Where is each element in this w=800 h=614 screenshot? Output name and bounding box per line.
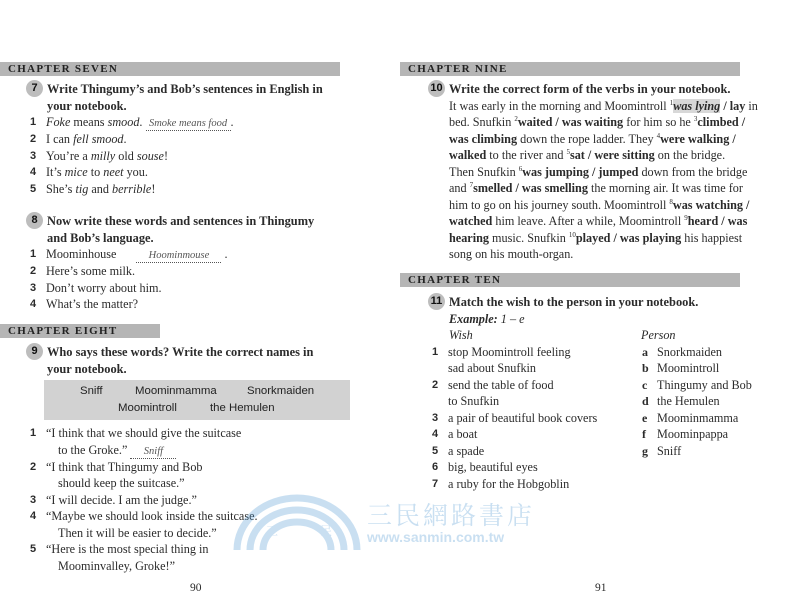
person-item: g Sniff: [642, 443, 682, 458]
gap-number: 7: [469, 180, 474, 189]
passage-line: It was early in the morning and Moomintroll $^1$was lying / lay in: [449, 98, 758, 113]
instruction-line: Now write these words and sentences in Thingumy: [47, 214, 315, 228]
item-number: 2: [30, 265, 37, 277]
verb-choice: hearing: [449, 230, 489, 245]
gap-number: 9: [684, 213, 688, 222]
item-number: 5: [30, 543, 37, 555]
italic-word: souse: [136, 148, 164, 163]
wish-item: 5 a spade: [432, 443, 485, 458]
person-item: e Moominmamma: [642, 410, 739, 425]
instruction-line: your notebook.: [47, 361, 127, 376]
item-number: 3: [30, 281, 37, 294]
verb-choice: / lay: [720, 98, 746, 113]
verb-choice: heard / was: [687, 214, 748, 228]
person-item: c Thingumy and Bob: [642, 377, 752, 392]
gap-number: 3: [693, 114, 698, 123]
exercise-11: [430, 294, 776, 491]
person-letter: a: [642, 344, 648, 359]
person-letter: c: [642, 377, 648, 392]
italic-word: neet: [103, 165, 124, 179]
person-list: [641, 344, 781, 460]
rainbow-logo-icon: [232, 492, 362, 552]
passage-line: and $^7$smelled / was smelling the morning air. It was time for: [449, 180, 743, 195]
verb-choice: smelled / was smelling: [473, 181, 588, 195]
exercise-10-passage: [431, 98, 771, 263]
list-item: 5 She’s tig and berrible!: [30, 181, 156, 196]
names-box: [44, 380, 350, 420]
answer-line: Sniff: [130, 446, 176, 459]
list-item: 3 “I will decide. I am the judge.”: [30, 492, 197, 507]
list-item: 4 It’s mice to neet you.: [30, 165, 148, 179]
match-columns: [431, 327, 776, 491]
verb-choice: played / was playing: [575, 230, 682, 245]
person-letter: f: [642, 427, 646, 441]
name-option: Snorkmaiden: [247, 385, 315, 397]
wish-item: 4 a boat: [432, 427, 478, 441]
person-header: Person: [641, 328, 676, 342]
verb-choice: waited / was waiting: [517, 115, 624, 129]
watermark-char: 三: [266, 524, 279, 538]
list-item: 1 “I think that we should give the suitcase: [30, 426, 242, 440]
italic-word: tig: [75, 181, 89, 196]
passage-line: walked to the river and $^5$sat / were sitting on the bridge.: [449, 147, 726, 162]
exercise-7-items: [29, 114, 369, 197]
watermark-char: 民: [320, 524, 333, 538]
exercise-8-items: [29, 246, 369, 313]
exercise-9-instruction: [29, 344, 369, 377]
name-option: the Hemulen: [210, 402, 275, 414]
verb-choice: was watching /: [672, 197, 750, 212]
page-number: 91: [595, 582, 607, 594]
gap-number: 2: [514, 114, 518, 123]
exercise-10: [431, 81, 771, 263]
sanmin-watermark: [232, 492, 572, 552]
person-item: f Moominpappa: [642, 427, 729, 441]
chapter-ten-heading: CHAPTER TEN: [400, 273, 740, 287]
instruction-line: your notebook.: [47, 98, 127, 113]
wish-item: 1 stop Moomintroll feeling: [432, 344, 571, 359]
italic-word: milly: [90, 148, 116, 163]
wish-item: 3 a pair of beautiful book covers: [432, 410, 598, 425]
wish-list: [431, 344, 631, 493]
wish-item: 2 send the table of food: [432, 377, 554, 392]
list-item: 3 You’re a milly old souse!: [30, 148, 169, 163]
example-value: 1 – e: [500, 311, 525, 326]
gap-number: 10: [568, 230, 576, 239]
answer-line: Hoominmouse: [136, 250, 221, 263]
exercise-number-badge: 10: [428, 80, 445, 97]
person-letter: g: [642, 443, 648, 458]
verb-choice: climbed /: [697, 115, 746, 129]
chapter-nine-heading: CHAPTER NINE: [400, 62, 740, 76]
item-number: 4: [432, 428, 439, 440]
item-number: 1: [30, 116, 37, 128]
wish-header: Wish: [449, 328, 473, 342]
item-number: 1: [30, 427, 37, 439]
instruction-line: and Bob’s language.: [47, 230, 154, 245]
list-item-continued: Moominvalley, Groke!”: [58, 558, 175, 573]
italic-word: smood: [107, 115, 140, 129]
list-item: 2 “I think that Thingumy and Bob: [30, 459, 203, 474]
verb-choice: watched: [449, 214, 493, 228]
item-number: 1: [432, 345, 439, 358]
person-letter: b: [642, 361, 649, 375]
passage-line: hearing music. Snufkin $^{10}$played / was playing his happiest: [449, 230, 743, 245]
list-item-continued: to the Groke.” Sniff: [29, 442, 369, 459]
exercise-11-instruction: [431, 294, 776, 311]
exercise-9: [29, 344, 369, 377]
list-item-continued: should keep the suitcase.”: [58, 476, 185, 490]
gap-number: 6: [518, 164, 523, 173]
example-line: [431, 311, 776, 328]
wish-item: 6 big, beautiful eyes: [432, 460, 538, 474]
item-number: 2: [30, 133, 37, 145]
item-number: 7: [432, 477, 439, 490]
exercise-number-badge: 7: [26, 80, 43, 97]
item-number: 4: [30, 298, 37, 310]
chapter-eight-heading: CHAPTER EIGHT: [0, 324, 160, 338]
verb-choice: was climbing: [449, 131, 518, 146]
page-number: 90: [190, 582, 202, 594]
item-number: 2: [432, 378, 439, 391]
passage-line: him to go on his journey south. Moomintroll $^8$was watching /: [449, 197, 750, 212]
item-number: 3: [30, 493, 37, 506]
example-answer: was lying: [673, 98, 721, 113]
list-item-continued: Then it will be easier to decide.”: [58, 525, 217, 540]
name-option: Moomintroll: [118, 402, 177, 414]
person-letter: d: [642, 394, 649, 408]
item-number: 4: [30, 510, 37, 522]
verb-choice: sat / were sitting: [569, 148, 655, 162]
instruction-line: Who says these words? Write the correct names in: [47, 345, 314, 359]
person-item: b Moomintroll: [642, 361, 720, 375]
exercise-number-badge: 8: [26, 212, 43, 229]
exercise-10-instruction: [431, 81, 771, 98]
item-number: 6: [432, 461, 439, 473]
exercise-7: [29, 81, 369, 197]
item-number: 3: [432, 411, 439, 424]
answer-line: Smoke means food: [146, 118, 231, 131]
list-item: 5 “Here is the most special thing in: [30, 542, 209, 556]
exercise-8-instruction: [29, 213, 369, 246]
exercise-8: [29, 213, 369, 313]
passage-line: watched him leave. After a while, Moomintroll $^9$heard / was: [449, 213, 748, 228]
exercise-7-instruction: [29, 81, 369, 114]
instruction-line: Write Thingumy’s and Bob’s sentences in English in: [47, 82, 323, 96]
italic-word: Foke: [46, 115, 71, 129]
watermark-title: 三民網路書店: [367, 501, 536, 530]
passage-line: bed. Snufkin $^2$waited / was waiting for him so he $^3$climbed /: [449, 114, 746, 129]
item-number: 2: [30, 460, 37, 473]
list-item: 2 Here’s some milk.: [30, 264, 136, 278]
list-item: 4 What’s the matter?: [30, 297, 139, 311]
exercise-number-badge: 9: [26, 343, 43, 360]
item-number: 1: [30, 248, 37, 260]
instruction-line: Write the correct form of the verbs in your notebook.: [449, 82, 731, 96]
list-item: 3 Don’t worry about him.: [30, 280, 162, 295]
watermark-url: www.sanmin.com.tw: [367, 529, 505, 545]
item-number: 5: [432, 444, 439, 457]
verb-choice: were walking /: [660, 131, 736, 146]
exercise-number-badge: 11: [428, 293, 445, 310]
item-number: 3: [30, 149, 37, 162]
person-item: a Snorkmaiden: [642, 344, 722, 359]
list-item: 4 “Maybe we should look inside the suitcase.: [30, 509, 258, 523]
italic-word: berrible: [112, 181, 152, 196]
list-item: 1 Foke means smood. Smoke means food .: [30, 115, 234, 129]
passage-line: was climbing down the rope ladder. They $^4$were walking /: [449, 131, 736, 146]
person-item: d the Hemulen: [642, 394, 720, 408]
list-item: 2 I can fell smood.: [30, 132, 127, 146]
gap-number: 4: [656, 131, 661, 140]
name-option: Sniff: [80, 385, 103, 397]
chapter-seven-heading: CHAPTER SEVEN: [0, 62, 340, 76]
example-label: Example:: [449, 311, 498, 326]
verb-choice: walked: [449, 148, 487, 162]
gap-number: 1: [669, 98, 674, 107]
item-number: 5: [30, 182, 37, 195]
item-number: 4: [30, 166, 37, 178]
wish-item-continued: to Snufkin: [448, 394, 500, 408]
passage-line: song on his mouth-organ.: [449, 247, 574, 261]
list-item: 1 Moominhouse Hoominmouse .: [30, 247, 228, 261]
passage-line: Then Snufkin $^6$was jumping / jumped down from the bridge: [449, 164, 748, 179]
instruction-line: Match the wish to the person in your notebook.: [449, 295, 699, 309]
wish-item-continued: sad about Snufkin: [448, 361, 537, 375]
wish-item: 7 a ruby for the Hobgoblin: [432, 476, 570, 491]
italic-word: fell smood: [73, 132, 124, 146]
person-letter: e: [642, 410, 648, 425]
gap-number: 8: [669, 197, 673, 206]
italic-word: mice: [64, 165, 88, 179]
name-option: Moominmamma: [135, 385, 217, 397]
verb-choice: was jumping / jumped: [522, 164, 639, 179]
gap-number: 5: [566, 147, 570, 156]
